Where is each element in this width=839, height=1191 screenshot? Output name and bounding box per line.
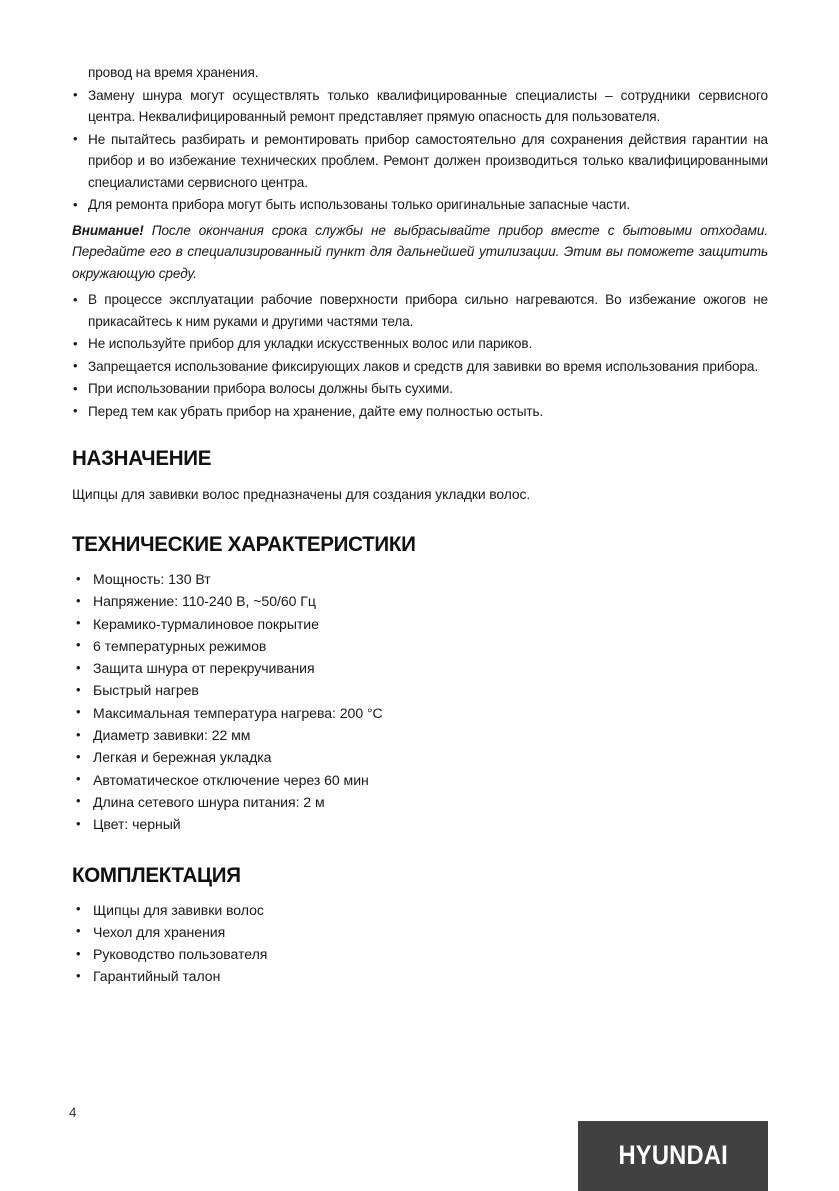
section-heading-package-contents: КОМПЛЕКТАЦИЯ bbox=[72, 862, 241, 887]
list-item: • Легкая и бережная укладка bbox=[72, 746, 768, 768]
list-item: • Чехол для хранения bbox=[72, 921, 768, 943]
warning-body-text: После окончания срока службы не выбрасывайте прибор вместе с бытовыми отходами. Передайте его в специализированный пункт для дальнейшей утилизации. Этим вы поможете защитить окружающую среду. bbox=[72, 222, 768, 281]
list-item: • Гарантийный талон bbox=[72, 965, 768, 987]
section-heading-purpose: НАЗНАЧЕНИЕ bbox=[72, 446, 212, 470]
spacer bbox=[72, 836, 768, 863]
list-item: • Длина сетевого шнура питания: 2 м bbox=[72, 791, 768, 813]
spacer bbox=[72, 423, 768, 446]
warning-paragraph bbox=[72, 220, 768, 285]
specifications-list bbox=[72, 568, 768, 836]
list-item: • Не пытайтесь разбирать и ремонтировать прибор самостоятельно для сохранения действия гарантии на прибор и во избежание технических проблем. Ремонт должен производиться только квалифицированными специалистами сервисного центра. bbox=[72, 129, 768, 194]
page-number: 4 bbox=[69, 1105, 77, 1120]
brand-logo bbox=[578, 1121, 768, 1191]
list-item: • 6 температурных режимов bbox=[72, 635, 768, 657]
list-item: • Защита шнура от перекручивания bbox=[72, 657, 768, 679]
spacer bbox=[72, 505, 768, 532]
page-content bbox=[72, 62, 768, 988]
section-heading-specifications: ТЕХНИЧЕСКИЕ ХАРАКТЕРИСТИКИ bbox=[72, 532, 416, 556]
safety-bullet-list bbox=[72, 85, 768, 216]
list-item: • Максимальная температура нагрева: 200 °С bbox=[72, 702, 768, 724]
list-item: • При использовании прибора волосы должны быть сухими. bbox=[72, 378, 768, 400]
list-item: • Автоматическое отключение через 60 мин bbox=[72, 769, 768, 791]
package-contents-list bbox=[72, 899, 768, 988]
purpose-body-text: Щипцы для завивки волос предназначены для создания укладки волос. bbox=[72, 486, 531, 502]
list-item: • Руководство пользователя bbox=[72, 943, 768, 965]
list-item: • Цвет: черный bbox=[72, 813, 768, 835]
list-item: • Не используйте прибор для укладки искусственных волос или париков. bbox=[72, 333, 768, 355]
list-item: • Мощность: 130 Вт bbox=[72, 568, 768, 590]
spacer bbox=[72, 888, 768, 899]
continuation-text: провод на время хранения. bbox=[88, 65, 259, 80]
list-item: • Быстрый нагрев bbox=[72, 679, 768, 701]
list-item: • Перед тем как убрать прибор на хранение, дайте ему полностью остыть. bbox=[72, 401, 768, 423]
warning-lead-label: Внимание! bbox=[72, 222, 144, 238]
list-item: • Щипцы для завивки волос bbox=[72, 899, 768, 921]
list-item: • Керамико-турмалиновое покрытие bbox=[72, 613, 768, 635]
spacer bbox=[72, 471, 768, 484]
brand-wordmark: HYUNDAI bbox=[618, 1140, 728, 1170]
list-item: • Напряжение: 110-240 В, ~50/60 Гц bbox=[72, 590, 768, 612]
list-item: • Для ремонта прибора могут быть использованы только оригинальные запасные части. bbox=[72, 194, 768, 216]
safety-bullet-list-continued bbox=[72, 289, 768, 422]
spacer bbox=[72, 557, 768, 568]
list-item: • Диаметр завивки: 22 мм bbox=[72, 724, 768, 746]
list-item: • Замену шнура могут осуществлять только квалифицированные специалисты – сотрудники сервисного центра. Неквалифицированный ремонт представляет прямую опасность для пользователя. bbox=[72, 85, 768, 128]
list-item: • В процессе эксплуатации рабочие поверхности прибора сильно нагреваются. Во избежание ожогов не прикасайтесь к ним руками и другими частями тела. bbox=[72, 289, 768, 332]
list-item: • Запрещается использование фиксирующих лаков и средств для завивки во время использования прибора. bbox=[72, 356, 768, 378]
